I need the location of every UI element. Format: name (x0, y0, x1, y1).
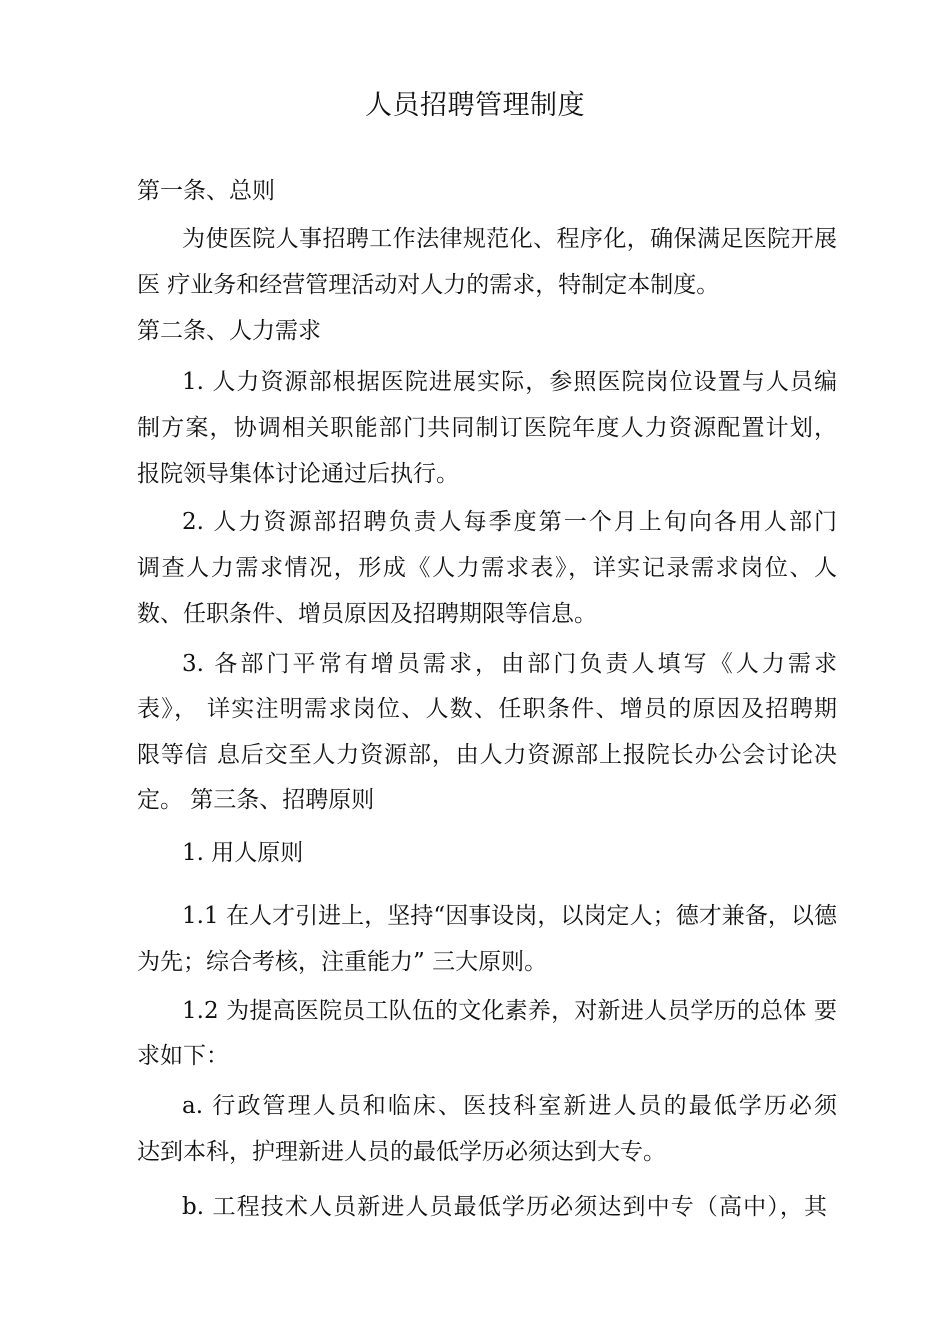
paragraph-line-text: 1.2 为提高医院员工队伍的文化素养，对新进人员学历的总体 要 (182, 998, 837, 1024)
paragraph-line (182, 647, 837, 681)
paragraph-line (182, 994, 837, 1028)
paragraph-line: 为先；综合考核，注重能力” 三大原则。 (137, 949, 548, 975)
paragraph-line-text: 调查人力需求情况，形成《人力需求表》，详实记录需求岗位、人 (137, 555, 837, 581)
paragraph-line: 报院领导集体讨论通过后执行。 (137, 461, 459, 487)
paragraph-line-text: b. 工程技术人员新进人员最低学历必须达到中专（高中），其 (182, 1194, 827, 1220)
section-heading-demand: 第二条、人力需求 (137, 318, 321, 344)
paragraph-line (182, 1190, 827, 1224)
paragraph-line-text: 表》， 详实注明需求岗位、人数、任职条件、增员的原因及招聘期 (137, 696, 837, 722)
paragraph-line: 求如下： (137, 1043, 229, 1069)
paragraph-line: 数、任职条件、增员原因及招聘期限等信息。 (137, 601, 597, 627)
paragraph-line-text: 为使医院人事招聘工作法律规范化、程序化，确保满足医院开展 (182, 226, 837, 252)
paragraph-line (137, 692, 837, 726)
paragraph-line-text: a. 行政管理人员和临床、医技科室新进人员的最低学历必须 (182, 1093, 837, 1119)
paragraph-line (182, 899, 837, 933)
subsection-heading: 1. 用人原则 (182, 840, 304, 866)
paragraph-line (137, 551, 837, 585)
paragraph-line (182, 365, 837, 399)
paragraph-line-text: 制方案，协调相关职能部门共同制订医院年度人力资源配置计划， (137, 415, 837, 441)
paragraph-line: 医 疗业务和经营管理活动对人力的需求，特制定本制度。 (137, 272, 720, 298)
paragraph-line: 定。 第三条、招聘原则 (137, 787, 375, 813)
paragraph-line-text: 1.1 在人才引进上，坚持“因事设岗，以岗定人；德才兼备，以德 (182, 903, 837, 929)
paragraph-line (182, 1089, 837, 1123)
paragraph-line-text: 3. 各部门平常有增员需求，由部门负责人填写《人力需求 (182, 651, 837, 677)
section-heading-general: 第一条、总则 (137, 178, 275, 204)
document-title: 人员招聘管理制度 (365, 90, 585, 121)
paragraph-line-text: 限等信 息后交至人力资源部，由人力资源部上报院长办公会讨论决 (137, 742, 837, 768)
paragraph-line (182, 222, 837, 256)
paragraph-line-text: 1. 人力资源部根据医院进展实际，参照医院岗位设置与人员编 (182, 369, 837, 395)
paragraph-line (137, 738, 837, 772)
paragraph-line (182, 505, 837, 539)
paragraph-line (137, 411, 837, 445)
paragraph-line-text: 2. 人力资源部招聘负责人每季度第一个月上旬向各用人部门 (182, 509, 837, 535)
paragraph-line: 达到本科，护理新进人员的最低学历必须达到大专。 (137, 1139, 666, 1165)
